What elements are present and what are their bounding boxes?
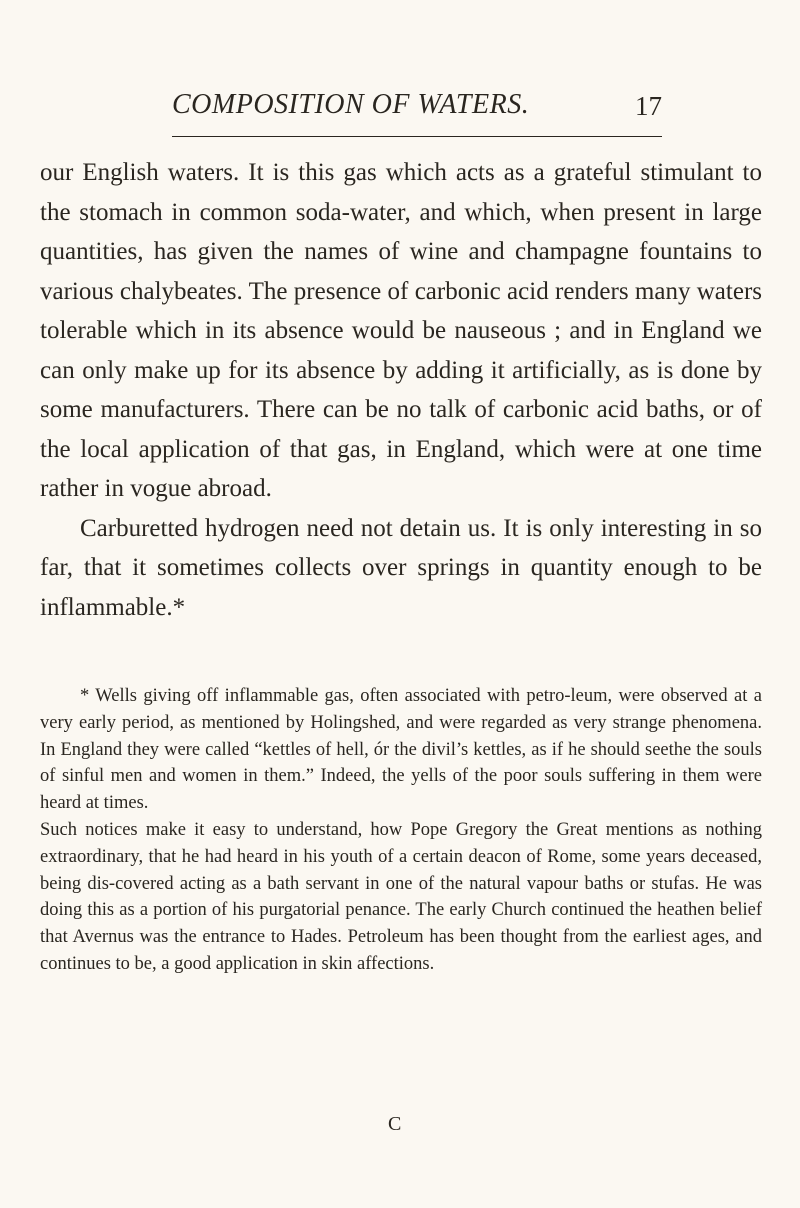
signature-mark: C (388, 1113, 402, 1135)
page-header (172, 88, 662, 128)
main-text (40, 153, 762, 627)
footnote (40, 683, 762, 978)
body-paragraph: our English waters. It is this gas which acts as a grateful stimulant to the stomach in common soda-water, and which, when present in large quantities, has given the names of wine and champagne fountains to various chalybeates. The presence of carbonic acid renders many waters tolerable which in its absence would be nauseous ; and in England we can only make up for its absence by adding it artificially, as is done by some manufacturers. There can be no talk of carbonic acid baths, or of the local application of that gas, in England, which were at one time rather in vogue abroad. (40, 159, 762, 502)
body-paragraph: Carburetted hydrogen need not detain us. It is only interesting in so far, that it sometimes collects over springs in quantity enough to be inflammable.* (40, 514, 762, 621)
running-title: COMPOSITION OF WATERS. (172, 89, 530, 120)
footnote-paragraph: * Wells giving off inflammable gas, often associated with petro-leum, were observed at a very early period, as mentioned by Holingshed, and were regarded as very strange phenomena. In England they were called “kettles of hell, ór the divil’s kettles, as if he should seethe the souls of sinful men and women in them.” Indeed, the yells of the poor souls suffering in them were heard at times. (40, 686, 762, 814)
page-number: 17 (635, 91, 662, 121)
header-rule (172, 136, 662, 137)
footnote-paragraph: Such notices make it easy to understand, how Pope Gregory the Great mentions as nothing extraordinary, that he had heard in his youth of a certain deacon of Rome, some years deceased, being dis-covered acting as a bath servant in one of the natural vapour baths or stufas. He was doing this as a portion of his purgatorial penance. The early Church continued the heathen belief that Avernus was the entrance to Hades. Petroleum has been thought from the earliest ages, and continues to be, a good application in skin affections. (40, 819, 762, 974)
